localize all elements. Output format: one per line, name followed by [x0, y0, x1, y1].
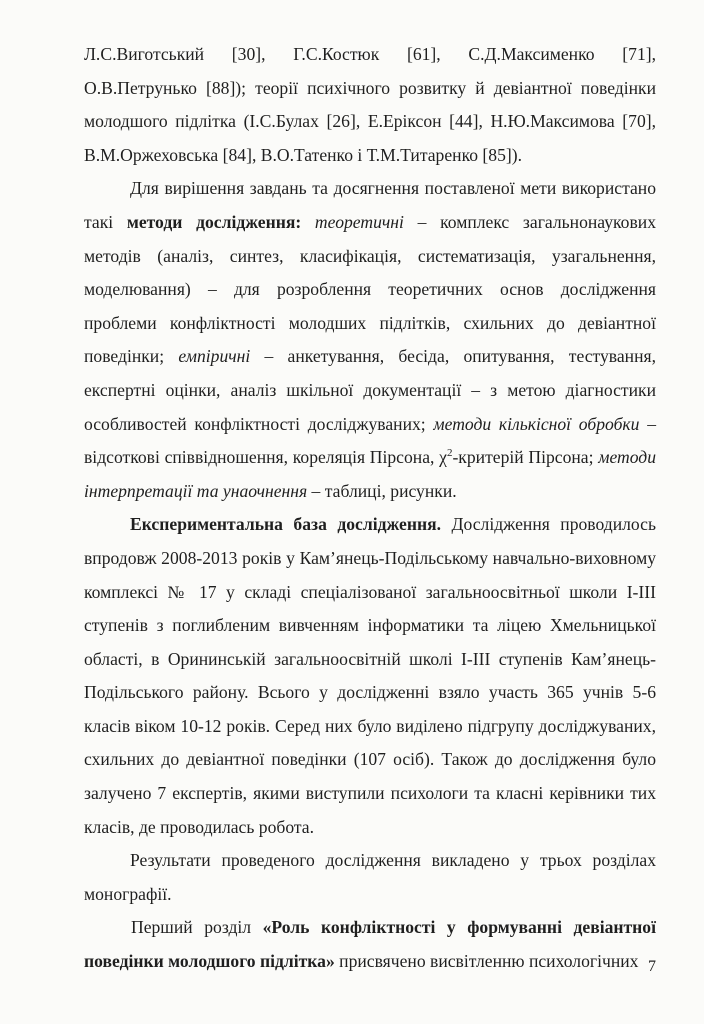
p2-text-1: Для вирішення завдань та досягнення поставленої мети використано такі — [84, 178, 656, 232]
p2-text-4: – анкетування, бесіда, опитування, тестування, експертні оцінки, аналіз шкільної документації – з метою діагностики особливостей конфліктності досліджуваних; — [84, 346, 656, 434]
experimental-base-heading: Експериментальна база дослідження. — [130, 514, 442, 535]
p3-text: Дослідження проводилось впродовж 2008-2013 років у Кам’янець-Подільському навчально-виховному комплексі № 17 у складі спеціалізованої загальноосвітньої школи І-ІІІ ступенів з поглибленим вивченням інформатики та ліцею Хмельницької області, в Орининській загальноосвітній школі І-ІІІ ступенів Кам’янець-Подільського району. Всього у дослідженні взяло участь 365 учнів 5-6 класів віком 10-12 років. Серед них було виділено підгрупу досліджуваних, схильних до девіантної поведінки (107 осіб). Також до дослідження було залучено 7 експертів, якими виступили психологи та класні керівники тих класів, де проводилась робота. — [84, 514, 656, 837]
paragraph-results — [84, 844, 656, 911]
paragraph-1 — [84, 38, 656, 172]
paragraph-methods — [84, 172, 656, 508]
p2-text-6: -критерій Пірсона; — [452, 447, 599, 468]
p2-text-7: – таблиці, рисунки. — [307, 480, 457, 501]
p5-text-1: Перший розділ — [131, 917, 263, 938]
paragraph-experimental-base — [84, 508, 656, 844]
interpretation-methods-term: методи інтерпретації та унаочнення — [84, 447, 656, 501]
methods-heading: методи дослідження: — [126, 211, 302, 232]
empirical-term: емпіричні — [178, 346, 251, 367]
quantitative-methods-term: методи кількісної обробки — [433, 413, 640, 434]
first-chapter-title: «Роль конфліктності у формуванні девіантної поведінки молодшого підлітка» — [84, 917, 656, 972]
page-number: 7 — [648, 958, 656, 975]
p4-text: Результати проведеного дослідження викладено у трьох розділах монографії. — [84, 850, 656, 904]
chi-square-exponent: 2 — [446, 447, 453, 460]
p2-text-5: – відсоткові співвідношення, кореляція Пірсона, χ — [84, 413, 657, 468]
p1-text: Л.С.Виготський [30], Г.С.Костюк [61], С.Д.Максименко [71], О.В.Петрунько [88]); теорії психічного розвитку й девіантної поведінки молодшого підлітка (І.С.Булах [26], Е.Еріксон [44], Н.Ю.Максимова [70], В.М.Оржеховська [84], В.О.Татенко і Т.М.Титаренко [85]). — [84, 44, 656, 165]
p2-text-3: – комплекс загальнонаукових методів (аналіз, синтез, класифікація, систематизація, узагальнення, моделювання) – для розроблення теоретичних основ дослідження проблеми конфліктності молодших підлітків, схильних до девіантної поведінки; — [84, 211, 656, 367]
p5-text-2: присвячено висвітленню психологічних — [334, 951, 639, 972]
theoretical-term: теоретичні — [314, 211, 404, 232]
p2-text-2 — [301, 212, 315, 232]
body-text — [84, 38, 656, 979]
paragraph-first-chapter — [84, 911, 656, 978]
